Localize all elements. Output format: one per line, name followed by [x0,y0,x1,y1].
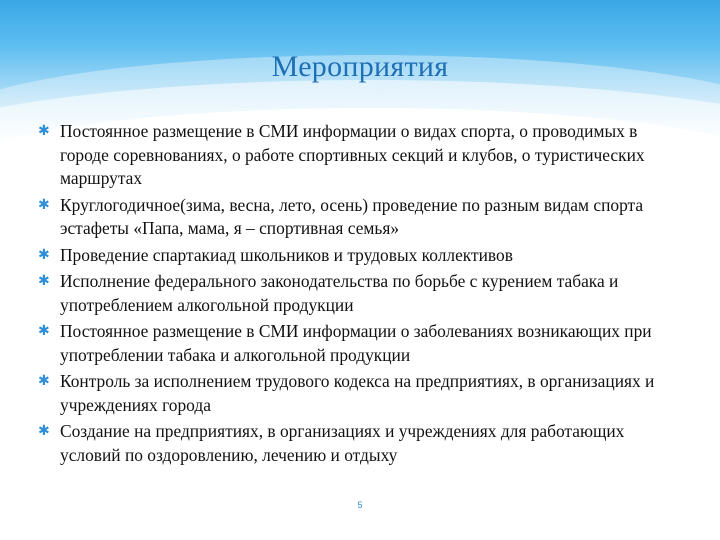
list-item-text: Исполнение федерального законодательства по борьбе с курением табака и употреблением алкогольной продукции [60,271,619,315]
list-item [38,120,688,191]
snowflake-icon: ✱ [38,247,50,263]
list-item [38,420,688,467]
list-item-text: Контроль за исполнением трудового кодекса на предприятиях, в организациях и учреждениях города [60,371,655,415]
list-item-text: Постоянное размещение в СМИ информации о видах спорта, о проводимых в городе соревнованиях, о работе спортивных секций и клубов, о туристических маршрутах [60,121,645,188]
list-item-text: Круглогодичное(зима, весна, лето, осень) проведение по разным видам спорта эстафеты «Папа, мама, я – спортивная семья» [60,194,644,238]
list-item-text: Проведение спартакиад школьников и трудовых коллективов [60,244,513,265]
list-item-text: Постоянное размещение в СМИ информации о заболеваниях возникающих при употреблении табака и алкогольной продукции [60,321,652,365]
list-item [38,320,688,367]
bullet-list [38,120,688,470]
snowflake-icon: ✱ [38,197,50,213]
snowflake-icon: ✱ [38,274,50,289]
slide-title: Мероприятия [271,50,449,83]
list-item-text: Создание на предприятиях, в организациях и учреждениях для работающих условий по оздоровлению, лечению и отдыху [60,421,625,465]
page-number: 5 [357,500,363,510]
snowflake-icon: ✱ [38,124,50,139]
snowflake-icon: ✱ [38,424,50,439]
snowflake-icon: ✱ [38,374,50,389]
list-item [38,194,688,241]
list-item [38,244,688,268]
list-item [38,270,688,317]
list-item [38,370,688,417]
snowflake-icon: ✱ [38,324,50,339]
